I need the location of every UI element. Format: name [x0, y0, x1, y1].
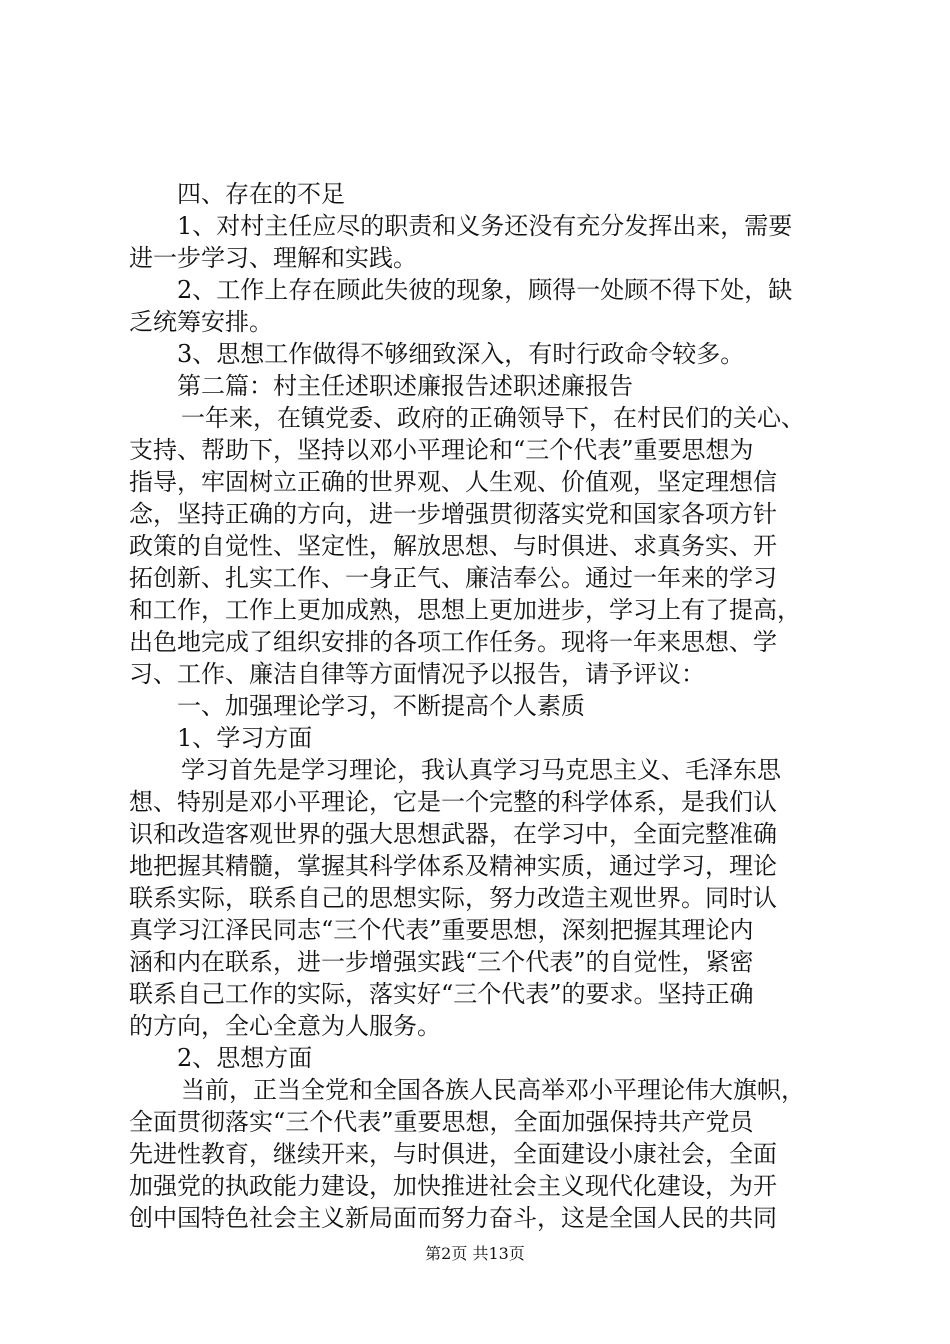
text-line: 支持、帮助下，坚持以邓小平理论和“三个代表”重要思想为: [129, 436, 754, 464]
text-line: 涵和内在联系，进一步增强实践“三个代表”的自觉性，紧密: [129, 948, 754, 976]
page-footer: 第2页 共13页: [425, 1244, 525, 1263]
text-line: 指导，牢固树立正确的世界观、人生观、价值观，坚定理想信: [129, 468, 777, 496]
text-line: 乏统筹安排。: [129, 308, 273, 336]
text-line: 先进性教育，继续开来，与时俱进，全面建设小康社会，全面: [129, 1140, 777, 1168]
text-line: 创中国特色社会主义新局面而努力奋斗，这是全国人民的共同: [129, 1204, 777, 1232]
text-line: 3、思想工作做得不够细致深入，有时行政命令较多。: [177, 340, 745, 368]
text-line: 出色地完成了组织安排的各项工作任务。现将一年来思想、学: [129, 628, 777, 656]
text-line: 联系自己工作的实际，落实好“三个代表”的要求。坚持正确: [129, 980, 754, 1008]
text-line: 一年来，在镇党委、政府的正确领导下，在村民们的关心、: [181, 404, 805, 432]
text-line: 1、对村主任应尽的职责和义务还没有充分发挥出来，需要: [177, 212, 793, 240]
text-line: 和工作，工作上更加成熟，思想上更加进步，学习上有了提高，: [129, 596, 801, 624]
text-line: 地把握其精髓，掌握其科学体系及精神实质，通过学习，理论: [129, 852, 777, 880]
text-line: 四、存在的不足: [177, 180, 345, 208]
text-line: 联系实际，联系自己的思想实际，努力改造主观世界。同时认: [129, 884, 777, 912]
text-line: 全面贯彻落实“三个代表”重要思想，全面加强保持共产党员: [129, 1108, 754, 1136]
text-line: 学习首先是学习理论，我认真学习马克思主义、毛泽东思: [181, 756, 781, 784]
text-line: 一、加强理论学习，不断提高个人素质: [177, 692, 585, 720]
text-line: 想、特别是邓小平理论，它是一个完整的科学体系，是我们认: [129, 788, 777, 816]
text-line: 进一步学习、理解和实践。: [129, 244, 417, 272]
text-line: 习、工作、廉洁自律等方面情况予以报告，请予评议：: [129, 660, 705, 688]
text-line: 当前，正当全党和全国各族人民高举邓小平理论伟大旗帜，: [181, 1076, 805, 1104]
text-line: 拓创新、扎实工作、一身正气、廉洁奉公。通过一年来的学习: [129, 564, 777, 592]
text-line: 政策的自觉性、坚定性，解放思想、与时俱进、求真务实、开: [129, 532, 777, 560]
text-line: 2、工作上存在顾此失彼的现象，顾得一处顾不得下处，缺: [177, 276, 793, 304]
text-line: 2、思想方面: [177, 1044, 313, 1072]
text-line: 的方向，全心全意为人服务。: [129, 1012, 441, 1040]
text-line: 1、学习方面: [177, 724, 313, 752]
text-line: 真学习江泽民同志“三个代表”重要思想，深刻把握其理论内: [129, 916, 754, 944]
text-line: 念，坚持正确的方向，进一步增强贯彻落实党和国家各项方针: [129, 500, 777, 528]
text-line: 识和改造客观世界的强大思想武器，在学习中，全面完整准确: [129, 820, 777, 848]
text-line: 加强党的执政能力建设，加快推进社会主义现代化建设，为开: [129, 1172, 777, 1200]
text-line: 第二篇：村主任述职述廉报告述职述廉报告: [177, 372, 633, 400]
document-body: [129, 178, 829, 1234]
